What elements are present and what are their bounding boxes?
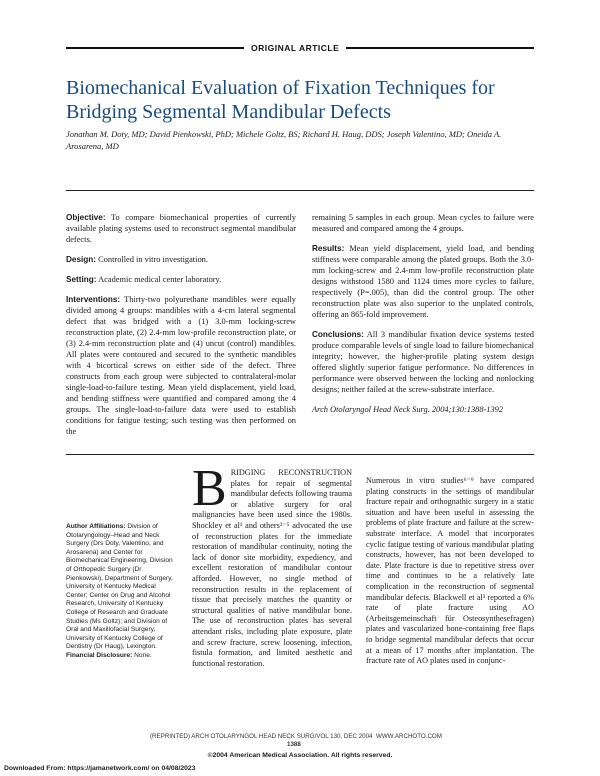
setting-text: Academic medical center laboratory.: [98, 275, 222, 284]
abstract-top-rule: [66, 190, 534, 191]
design-text: Controlled in vitro investigation.: [98, 255, 208, 264]
results-text: Mean yield displacement, yield load, and bending stiffness were comparable among the plated groups. Both the 3.0-mm locking-screw and 2.4-mm low-profile reconstruction plate designs withstood 1580 and 1124 times more cycles to failure, respectively (P=.005), than did the control group. The other reconstruction plate was also superior to the unplated controls, offering an 865-fold improvement.: [312, 244, 534, 319]
body-column-2: [366, 476, 534, 667]
setting-heading: Setting:: [66, 275, 97, 284]
conclusions-paragraph: [312, 329, 534, 395]
disclosure-text: None.: [134, 651, 152, 659]
results-heading: Results:: [312, 244, 345, 253]
affiliations-heading: Author Affiliations:: [66, 523, 126, 530]
affiliations-text: Division of Otolaryngology–Head and Neck Surgery (Drs Doty, Valentino, and Arosarena) and Center for Biomechanical Engineering, Division of Orthopedic Surgery (Dr Pienkowski), Department of Surgery, University of Kentucky Medical Center; Center on Drug and Alcohol Research, University of Kentucky College of Research and Graduate Studies (Ms Goltz); and Division of Oral and Maxillofacial Surgery, University of Kentucky College of Dentistry (Dr Haug), Lexington.: [66, 523, 173, 651]
journal-citation: Arch Otolaryngol Head Neck Surg. 2004;130:1388-1392: [312, 405, 504, 414]
body-column-1: [192, 460, 352, 669]
objective-heading: Objective:: [66, 213, 106, 222]
abstract-bottom-rule: [66, 454, 534, 455]
copyright-notice: ©2004 American Medical Association. All rights reserved.: [207, 752, 393, 759]
results-paragraph: [312, 243, 534, 320]
download-stamp: Downloaded From: https://jamanetwork.com/ on 04/08/2023: [4, 765, 196, 772]
conclusions-text: All 3 mandibular fixation device systems tested produce comparable levels of single load to failure biomechanical integrity; however, the higher-profile plating system design offered slightly superior fatigue performance. No differences in performance were observed between the locking and nonlocking designs; neither failed at the screw-substrate interface.: [312, 330, 534, 394]
footer-journal-info: (REPRINTED) ARCH OTOLARYNGOL HEAD NECK SURG/VOL 130, DEC 2004: [150, 733, 373, 740]
article-title: Biomechanical Evaluation of Fixation Techniques for Bridging Segmental Mandibular Defects: [66, 77, 495, 123]
drop-cap: B: [192, 460, 227, 517]
interventions-heading: Interventions:: [66, 295, 121, 304]
disclosure-heading: Financial Disclosure:: [66, 651, 133, 659]
footer-website: WWW.ARCHOTO.COM: [376, 733, 442, 740]
objective-paragraph: [66, 212, 296, 245]
conclusions-heading: Conclusions:: [312, 330, 364, 339]
page-number: 1388: [287, 741, 301, 748]
interventions-text: Thirty-two polyurethane mandibles were equally divided among 4 groups: mandibles with a 4-cm lateral segmental defect that was bridged with a (1) 3.0-mm locking-screw reconstruction plate, (2) 2.4-mm low-profile reconstruction plate, or (3) 2.4-mm reconstruction plate and (4) uncut (control) mandibles. All plates were contoured and secured to the synthetic mandibles with 4 bicortical screws on either side of the defect. Three constructs from each group were subjected to contralateral-molar single-load-to-failure testing. Mean yield displacement, yield load, and bending stiffness were quantified and compared among the 4 groups. The single-load-to-failure data were used to establish conditions for fatigue testing; such testing was then performed on the: [66, 295, 296, 436]
interventions-paragraph: [66, 294, 296, 437]
design-heading: Design:: [66, 255, 97, 264]
abstract-right-column: [312, 212, 534, 424]
author-affiliations: [66, 523, 178, 661]
abstract-left-column: [66, 212, 296, 446]
author-list: Jonathan M. Doty, MD; David Pienkowski, PhD; Michele Goltz, BS; Richard H. Haug, DDS; Joseph Valentino, MD; Oneida A. Arosarena, MD: [66, 129, 502, 151]
body-column-2-text: Numerous in vitro studies⁶⁻⁹ have compared plating constructs in the settings of mandibular fracture repair and orthognathic surgery in a static situation and have been useful in assessing the problems of plate fracture and failure at the screw-substrate interface. A model that incorporates cyclic fatigue testing of various mandibular plating constructs, however, has not been developed to date. Plate fracture is due to repetitive stress over time and continues to be a relatively late complication in the reconstruction of segmental mandibular defects. Blackwell et al³ reported a 6% rate of plate fracture using AO (Arbeitsgemeinschaft für Osteosynthesefragen) plates and vascularized bone-containing free flaps to bridge segmental mandibular defects that occur at a mean of 17 months after implantation. The fracture rate of AO plates used in conjunc-: [366, 476, 534, 666]
article-type-label: ORIGINAL ARTICLE: [244, 43, 346, 53]
setting-paragraph: [66, 274, 296, 285]
objective-text: To compare biomechanical properties of currently available plating systems used to reconstruct segmental mandibular defects.: [66, 213, 296, 244]
design-paragraph: [66, 254, 296, 265]
interventions-continued: remaining 5 samples in each group. Mean cycles to failure were measured and compared among the 4 groups.: [312, 213, 534, 233]
body-column-1-text: RIDGING RECONSTRUCTION plates for repair of segmental mandibular defects following trauma or ablative surgery for oral malignancies have been used since the 1980s. Shockley et al¹ and others²⁻⁵ advocated the use of reconstruction plates for the immediate restoration of mandibular continuity, noting the lack of donor site morbidity, expediency, and excellent restoration of mandibular contour afforded. However, no single method of reconstruction results in the replacement of tissue that precisely matches the quantity or structural qualities of native mandibular bone. The use of reconstruction plates has several attendant risks, including plate exposure, plate and screw fracture, screw loosening, infection, fistula formation, and limited aesthetic and functional restoration.: [192, 468, 352, 668]
